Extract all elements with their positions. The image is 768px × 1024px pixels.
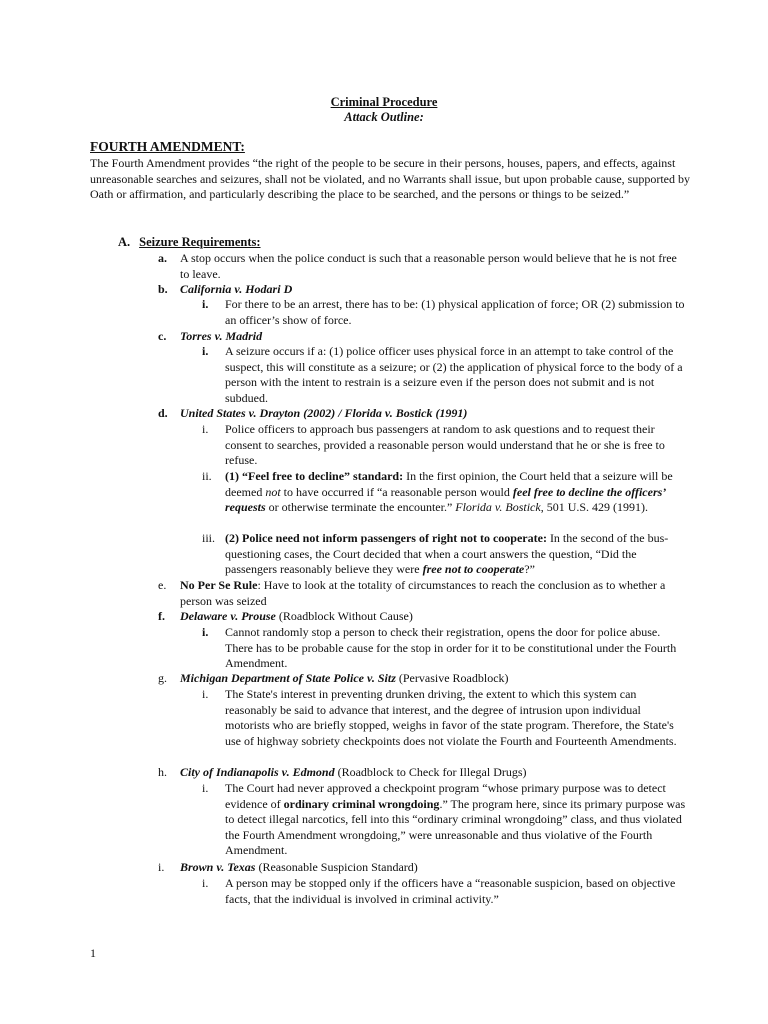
doc-subtitle: Attack Outline:	[344, 110, 424, 124]
subitem-label: i.	[202, 344, 209, 358]
case-name: United States v. Drayton (2002) / Florida v. Bostick (1991)	[180, 406, 468, 420]
subitem-label: i.	[202, 781, 209, 795]
text-run: , 501 U.S. 429 (1991).	[540, 500, 649, 514]
bold-phrase: (1) “Feel free to decline” standard:	[225, 469, 404, 483]
item-label: e.	[158, 578, 167, 592]
bold-phrase: (2) Police need not inform passengers of right not to cooperate:	[225, 531, 547, 545]
outline-item-e	[158, 578, 688, 609]
case-name: Delaware v. Prouse	[180, 609, 276, 623]
section-a-heading	[118, 235, 261, 250]
subitem-text: For there to be an arrest, there has to be: (1) physical application of force; OR (2) submission to an officer’s show of force.	[225, 297, 685, 327]
item-text	[180, 609, 688, 625]
text-run: .” The program here, since its primary purpose was to detect illegal narcotics, fell into this “ordinary criminal wrongdoing” class, and thus violated the Fourth Amendment wrongdoing,” were unreasonable and thus violative of the Fourth Amendment.	[225, 796, 686, 857]
item-label: i.	[158, 860, 165, 874]
emphasis-phrase: feel free to decline the officers’ requests	[225, 484, 666, 514]
item-label: c.	[158, 329, 167, 343]
case-citation: Florida v. Bostick	[455, 500, 541, 514]
outline-item-c	[158, 329, 688, 345]
text-run: In the second of the bus-questioning cases, the Court decided that when a court answers the question, “Did the passengers reasonably believe they were	[225, 531, 669, 576]
subitem-label: i.	[202, 422, 209, 436]
case-name: Brown v. Texas	[180, 860, 256, 874]
outline-item-b	[158, 282, 688, 298]
item-label: f.	[158, 609, 165, 623]
item-text	[180, 578, 688, 609]
outline-item-i	[158, 860, 688, 876]
text-run: : Have to look at the totality of circumstances to reach the conclusion as to whether a person was seized	[180, 578, 666, 608]
outline-item-f	[158, 609, 688, 625]
item-text: A stop occurs when the police conduct is such that a reasonable person would believe that he is not free to leave.	[180, 251, 677, 281]
subitem-label: i.	[202, 625, 209, 639]
case-note: (Roadblock Without Cause)	[275, 609, 413, 623]
subitem-text	[225, 531, 688, 578]
outline-item-g	[158, 671, 688, 687]
italic-phrase: not	[265, 484, 281, 499]
bold-phrase: ordinary criminal wrongdoing	[283, 796, 440, 811]
case-name: Michigan Department of State Police v. Sitz	[180, 671, 396, 685]
subitem-text	[225, 469, 688, 516]
item-text	[180, 671, 688, 687]
intro-paragraph: The Fourth Amendment provides “the right of the people to be secure in their persons, houses, papers, and effects, against unreasonable searches and seizures, shall not be violated, and no Warrants shall issue, but upon probable cause, supported by Oath or affirmation, and particularly describing the place to be searched, and the persons or things to be seized.”	[90, 156, 690, 201]
subitem-label: ii.	[202, 469, 212, 483]
case-name: California v. Hodari D	[180, 282, 293, 296]
item-text	[180, 860, 688, 876]
section-a-label: A.	[118, 235, 131, 249]
case-note: (Roadblock to Check for Illegal Drugs)	[334, 765, 527, 779]
section-a-text: Seizure Requirements:	[139, 235, 261, 249]
subitem-text: A person may be stopped only if the officers have a “reasonable suspicion, based on objective facts, that the individual is involved in criminal activity.”	[225, 876, 676, 906]
item-label: a.	[158, 251, 167, 265]
item-label: b.	[158, 282, 168, 296]
item-text	[180, 765, 688, 781]
text-run: or otherwise terminate the encounter.”	[265, 500, 456, 514]
outline-subitem-c-i	[202, 344, 688, 406]
outline-subitem-f-i	[202, 625, 688, 672]
subitem-label: i.	[202, 297, 209, 311]
text-run: In the first opinion, the Court held that a seizure will be deemed	[225, 469, 673, 499]
outline-item-h	[158, 765, 688, 781]
case-note: (Pervasive Roadblock)	[395, 671, 509, 685]
outline-item-a	[158, 251, 688, 282]
text-run: The Court had never approved a checkpoint program “whose primary purpose was to detect evidence of	[225, 781, 666, 811]
emphasis-phrase: free not to cooperate	[422, 562, 525, 576]
doc-title: Criminal Procedure	[330, 95, 438, 109]
item-label: g.	[158, 671, 167, 685]
section-heading: FOURTH AMENDMENT:	[90, 139, 245, 154]
outline-subitem-d-iii	[202, 531, 688, 578]
case-name: City of Indianapolis v. Edmond	[180, 765, 335, 779]
subitem-text: Cannot randomly stop a person to check their registration, opens the door for police abuse. There has to be probable cause for the stop in order for it to be constitutional under the Fourth Amendment.	[225, 625, 677, 670]
page-number: 1	[90, 946, 96, 960]
outline-subitem-d-i	[202, 422, 688, 469]
text-run: ?”	[524, 562, 535, 576]
subitem-text: A seizure occurs if a: (1) police officer uses physical force in an attempt to take control of the suspect, this will constitute as a seizure; or (2) the application of physical force to the body of a person with the intent to restrain is a seizure even if the person does not submit and is not subdued.	[225, 344, 683, 405]
outline-item-d	[158, 406, 688, 422]
outline-subitem-g-i	[202, 687, 688, 749]
subitem-label: i.	[202, 687, 209, 701]
subitem-label: iii.	[202, 531, 216, 545]
item-label: h.	[158, 765, 167, 779]
subitem-label: i.	[202, 876, 209, 890]
item-label: d.	[158, 406, 168, 420]
subitem-text: The State's interest in preventing drunken driving, the extent to which this system can reasonably be said to advance that interest, and the degree of intrusion upon individual motorists who are briefly stopped, weighs in favor of the state program. Therefore, the State's use of highway sobriety checkpoints does not violate the Fourth and Fourteenth Amendments.	[225, 687, 677, 748]
outline-subitem-i-i	[202, 876, 688, 907]
case-note: (Reasonable Suspicion Standard)	[255, 860, 418, 874]
text-run: to have occurred if “a reasonable person would	[280, 484, 513, 499]
subitem-text	[225, 781, 688, 859]
outline-subitem-h-i	[202, 781, 688, 859]
bold-phrase: No Per Se Rule	[180, 578, 258, 592]
outline-subitem-d-ii	[202, 469, 688, 516]
outline-subitem-b-i	[202, 297, 688, 328]
subitem-text: Police officers to approach bus passengers at random to ask questions and to request their consent to searches, provided a reasonable person would understand that he or she is free to refuse.	[225, 422, 665, 467]
case-name: Torres v. Madrid	[180, 329, 263, 343]
